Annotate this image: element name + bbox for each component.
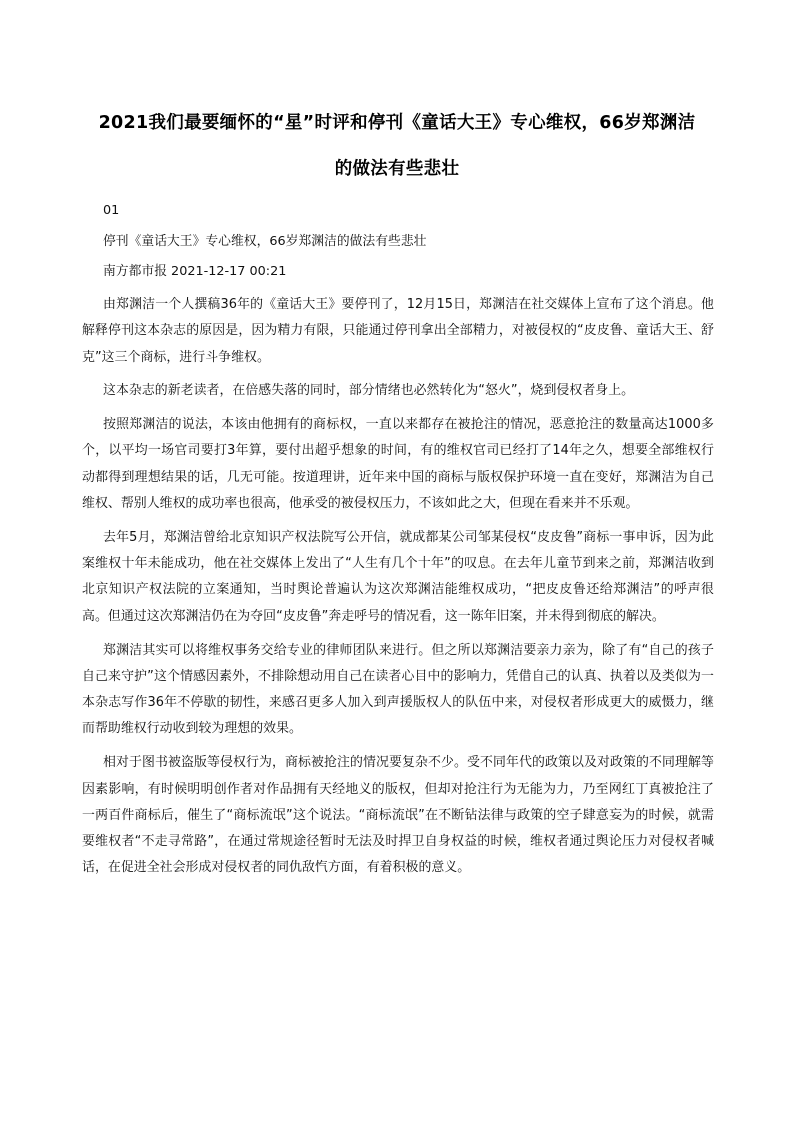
article-title	[60, 100, 734, 192]
article-body	[82, 292, 714, 889]
article-title-line-1: 2021我们最要缅怀的“星”时评和停刊《童话大王》专心维权，66岁郑渊洁	[98, 113, 696, 133]
paragraph-6: 相对于图书被盗版等侵权行为，商标被抢注的情况要复杂不少。受不同年代的政策以及对政策的不同理解等因素影响，有时候明明创作者对作品拥有天经地义的版权，但却对抢注行为无能为力，乃至网红丁真被抢注了一两百件商标后，催生了“商标流氓”这个说法。“商标流氓”在不断钻法律与政策的空子肆意妄为的时候，就需要维权者“不走寻常路”，在通过常规途径暂时无法及时捍卫自身权益的时候，维权者通过舆论压力对侵权者喊话，在促进全社会形成对侵权者的同仇敌忾方面，有着积极的意义。	[82, 755, 714, 876]
paragraph-2: 这本杂志的新老读者，在倍感失落的同时，部分情绪也必然转化为“怒火”，烧到侵权者身上。	[103, 383, 635, 399]
article-title-line-2: 的做法有些悲壮	[334, 159, 460, 179]
paragraph-1: 由郑渊洁一个人撰稿36年的《童话大王》要停刊了，12月15日，郑渊洁在社交媒体上宣布了这个消息。他解释停刊这本杂志的原因是，因为精力有限，只能通过停刊拿出全部精力，对被侵权的“皮皮鲁、童话大王、舒克”这三个商标，进行斗争维权。	[82, 297, 714, 365]
section-number: 01	[103, 203, 120, 218]
paragraph-5: 郑渊洁其实可以将维权事务交给专业的律师团队来进行。但之所以郑渊洁要亲力亲为，除了有“自己的孩子自己来守护”这个情感因素外，不排除想动用自己在读者心目中的影响力，凭借自己的认真、执着以及类似为一本杂志写作36年不停歇的韧性，来感召更多人加入到声援版权人的队伍中来，对侵权者形成更大的威慑力，继而帮助维权行动收到较为理想的效果。	[82, 642, 714, 737]
article-subtitle: 停刊《童话大王》专心维权，66岁郑渊洁的做法有些悲壮	[103, 234, 427, 249]
paragraph-3: 按照郑渊洁的说法，本该由他拥有的商标权，一直以来都存在被抢注的情况，恶意抢注的数量高达1000多个，以平均一场官司要打3年算，要付出超乎想象的时间，有的维权官司已经打了14年之久，想要全部维权行动都得到理想结果的话，几无可能。按道理讲，近年来中国的商标与版权保护环境一直在变好，郑渊洁为自己维权、帮别人维权的成功率也很高，他承受的被侵权压力，不该如此之大，但现在看来并不乐观。	[82, 417, 714, 512]
article-source: 南方都市报 2021-12-17 00:21	[103, 264, 287, 279]
paragraph-4: 去年5月，郑渊洁曾给北京知识产权法院写公开信，就成都某公司邹某侵权“皮皮鲁”商标一事申诉，因为此案维权十年未能成功，他在社交媒体上发出了“人生有几个十年”的叹息。在去年儿童节到来之前，郑渊洁收到北京知识产权法院的立案通知，当时舆论普遍认为这次郑渊洁能维权成功，“把皮皮鲁还给郑渊洁”的呼声很高。但通过这次郑渊洁仍在为夺回“皮皮鲁”奔走呼号的情况看，这一陈年旧案，并未得到彻底的解决。	[82, 529, 714, 624]
